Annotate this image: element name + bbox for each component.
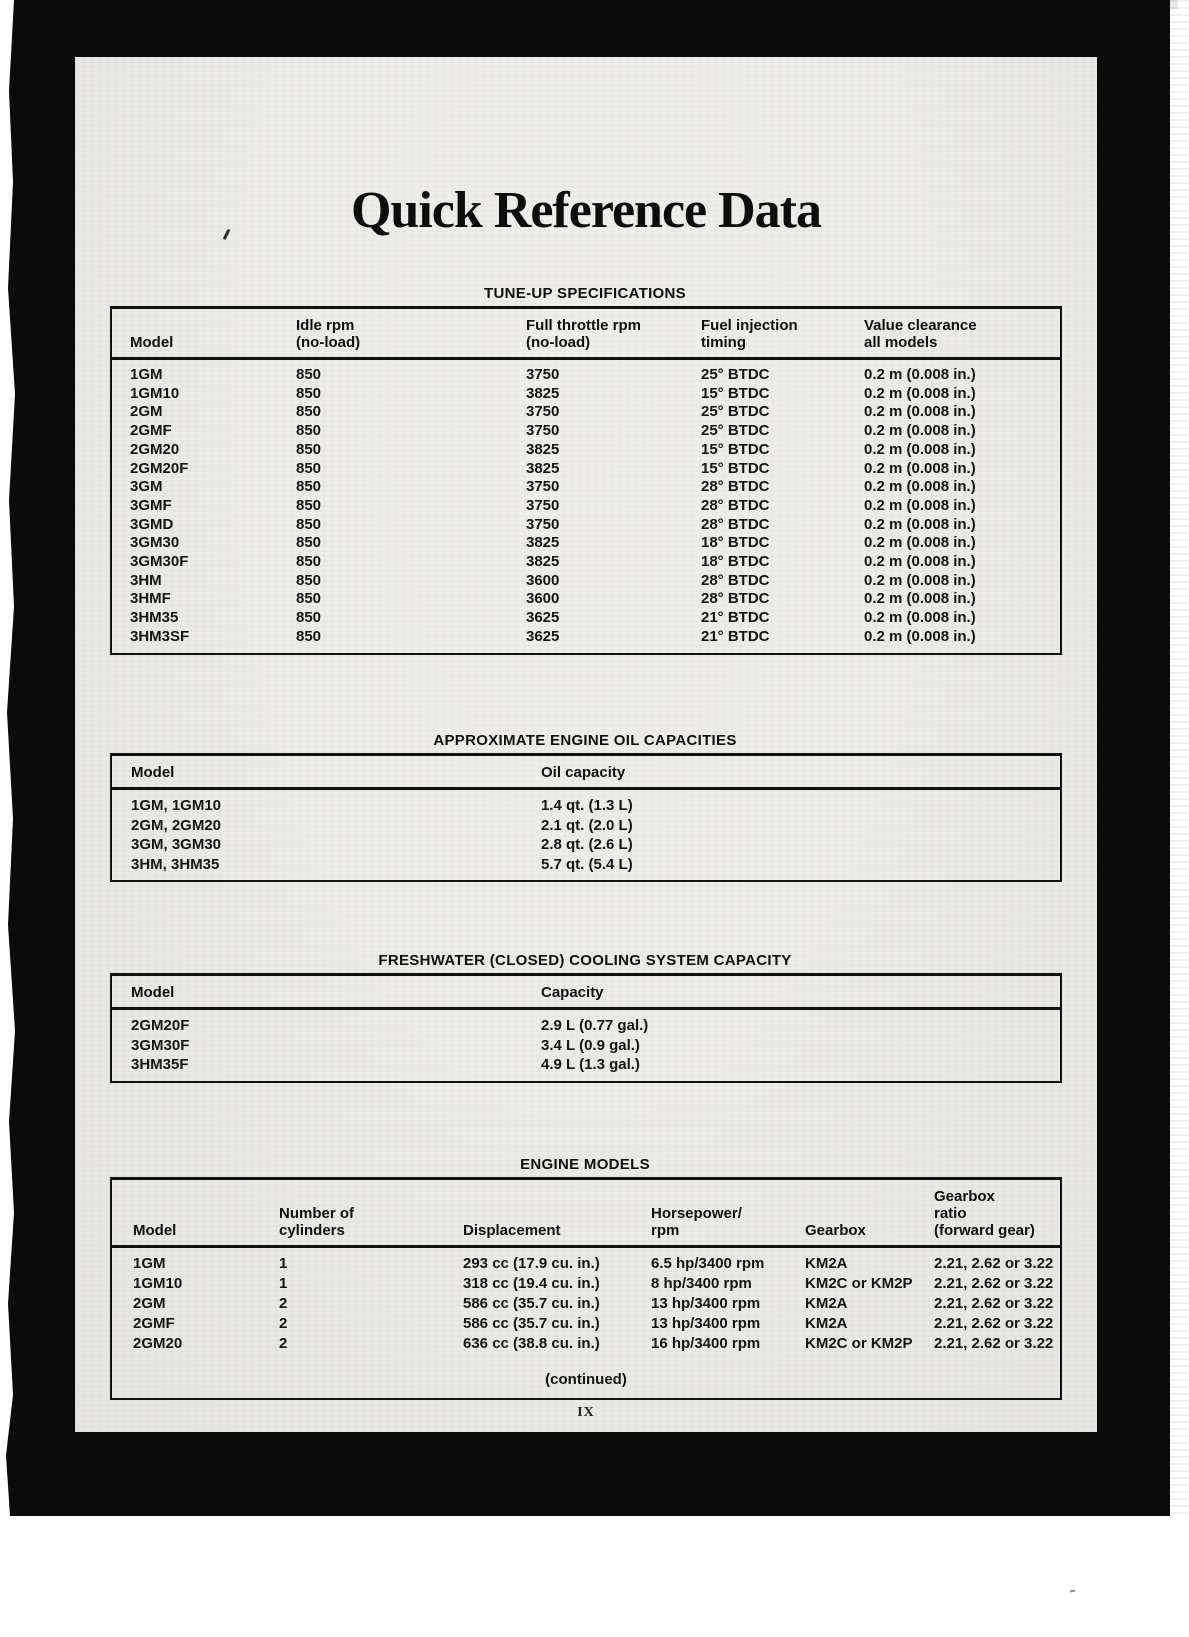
cell: 3825 — [526, 534, 560, 552]
cell: 3HM — [130, 571, 162, 589]
table-row — [111, 422, 1061, 441]
manual-page — [75, 57, 1097, 1432]
cell: 850 — [296, 496, 322, 514]
tune-up-specifications-table — [110, 306, 1062, 655]
column-header: Oil capacity — [541, 755, 1061, 789]
cell: 850 — [296, 384, 322, 402]
cell: 1GM — [130, 366, 163, 383]
cell: 15° BTDC — [701, 440, 770, 458]
cell: 0.2 m (0.008 in.) — [864, 609, 976, 627]
cell: 3750 — [526, 422, 560, 440]
cell: 3750 — [526, 515, 560, 533]
cell: KM2C or KM2P — [805, 1275, 913, 1292]
cell: 2GM20F — [131, 1017, 190, 1034]
cell: 28° BTDC — [701, 496, 770, 514]
table-row — [111, 441, 1061, 460]
cell: 13 hp/3400 rpm — [651, 1315, 761, 1332]
table-row — [111, 572, 1061, 591]
table-row — [111, 359, 1061, 385]
cell: 2 — [279, 1335, 288, 1352]
cell: 2GM — [133, 1295, 166, 1312]
cell: 6.5 hp/3400 rpm — [651, 1255, 765, 1272]
column-header: Number of cylinders — [279, 1179, 463, 1247]
table-row — [111, 1009, 1061, 1036]
cell: 0.2 m (0.008 in.) — [864, 422, 976, 440]
cell: 25° BTDC — [701, 366, 770, 383]
column-header: Model — [111, 755, 541, 789]
cell: 2GM20 — [130, 440, 180, 458]
cell: 3HMF — [130, 590, 171, 608]
cell: 3GM30 — [130, 534, 180, 552]
cell: 3GMF — [130, 496, 172, 514]
cell: 850 — [296, 553, 322, 571]
cell: 2.21, 2.62 or 3.22 — [934, 1315, 1054, 1332]
cell: 850 — [296, 515, 322, 533]
engine-models-table — [110, 1177, 1062, 1400]
table-row — [111, 816, 1061, 836]
cell: 0.2 m (0.008 in.) — [864, 590, 976, 608]
header-row — [111, 308, 1061, 359]
table-caption: APPROXIMATE ENGINE OIL CAPACITIES — [433, 732, 737, 749]
cell: 28° BTDC — [701, 515, 770, 533]
cell: 3.4 L (0.9 gal.) — [541, 1036, 640, 1054]
cell: 850 — [296, 609, 322, 627]
scan-edge-strip — [1170, 0, 1189, 1516]
column-header: Fuel injection timing — [701, 308, 864, 359]
cell: 3750 — [526, 478, 560, 496]
cell: 2GMF — [133, 1315, 175, 1332]
column-header: Horsepower/ rpm — [651, 1179, 805, 1247]
table-row — [111, 1036, 1061, 1056]
column-header: Model — [111, 1179, 279, 1247]
cell: 1GM, 1GM10 — [131, 797, 222, 814]
section-tune-up-specifications — [110, 286, 1060, 655]
cell: 3GM30F — [130, 553, 189, 571]
cell: 0.2 m (0.008 in.) — [864, 496, 976, 514]
cell: 2 — [279, 1315, 288, 1332]
cell: 18° BTDC — [701, 553, 770, 571]
column-header: Displacement — [463, 1179, 651, 1247]
scan-speck — [1070, 1590, 1075, 1593]
cell: 3625 — [526, 609, 560, 627]
cell: 3825 — [526, 440, 560, 458]
table-caption: ENGINE MODELS — [520, 1156, 650, 1173]
cell: 3625 — [526, 627, 560, 645]
cell: 1 — [279, 1275, 288, 1292]
cell: 0.2 m (0.008 in.) — [864, 384, 976, 402]
cell: 850 — [296, 459, 322, 477]
table-row — [111, 1294, 1061, 1314]
table-row — [111, 1274, 1061, 1294]
column-header: Model — [111, 308, 296, 359]
page-number: IX — [577, 1405, 595, 1420]
cell: 3GM, 3GM30 — [131, 836, 222, 853]
cell: 586 cc (35.7 cu. in.) — [463, 1295, 600, 1312]
cell: 3750 — [526, 496, 560, 514]
table-caption: TUNE-UP SPECIFICATIONS — [484, 285, 686, 302]
section-freshwater-cooling-capacity — [110, 953, 1060, 1083]
cell: 2.21, 2.62 or 3.22 — [934, 1255, 1054, 1272]
column-header: Capacity — [541, 975, 1061, 1009]
table-row — [111, 385, 1061, 404]
cell: 2.9 L (0.77 gal.) — [541, 1017, 649, 1034]
header-row — [111, 755, 1061, 789]
cell: 25° BTDC — [701, 403, 770, 421]
cell: 850 — [296, 534, 322, 552]
column-header: Gearbox — [805, 1179, 934, 1247]
cell: 18° BTDC — [701, 534, 770, 552]
table-row — [111, 460, 1061, 479]
table-row — [111, 628, 1061, 654]
cell: 2.21, 2.62 or 3.22 — [934, 1335, 1054, 1352]
table-row — [111, 403, 1061, 422]
continued-row — [111, 1354, 1061, 1399]
cell: 3GMD — [130, 515, 174, 533]
table-row — [111, 590, 1061, 609]
cell: 3600 — [526, 590, 560, 608]
cell: 586 cc (35.7 cu. in.) — [463, 1315, 600, 1332]
cell: 5.7 qt. (5.4 L) — [541, 855, 633, 873]
cell: 3750 — [526, 366, 560, 383]
cell: 3HM35F — [131, 1056, 189, 1073]
cell: 850 — [296, 627, 322, 645]
table-row — [111, 855, 1061, 882]
cell: 0.2 m (0.008 in.) — [864, 553, 976, 571]
cell: KM2A — [805, 1295, 848, 1312]
header-row — [111, 975, 1061, 1009]
table-caption: FRESHWATER (CLOSED) COOLING SYSTEM CAPACITY — [378, 952, 792, 969]
cell: 3825 — [526, 384, 560, 402]
table-row — [111, 789, 1061, 816]
engine-oil-capacities-table — [110, 753, 1062, 882]
column-header: Idle rpm (no-load) — [296, 308, 526, 359]
header-row — [111, 1179, 1061, 1247]
table-row — [111, 516, 1061, 535]
table-row — [111, 1334, 1061, 1354]
cell: 28° BTDC — [701, 590, 770, 608]
cell: 2GM — [130, 403, 163, 421]
cell: 2GMF — [130, 422, 172, 440]
cell: 3HM, 3HM35 — [131, 855, 220, 873]
cell: 13 hp/3400 rpm — [651, 1295, 761, 1312]
table-row — [111, 835, 1061, 855]
cell: 2.1 qt. (2.0 L) — [541, 816, 633, 834]
cell: KM2A — [805, 1255, 848, 1272]
cell: 0.2 m (0.008 in.) — [864, 403, 976, 421]
cell: 0.2 m (0.008 in.) — [864, 627, 976, 645]
table-row — [111, 553, 1061, 572]
cell: 3HM35 — [130, 609, 179, 627]
cell: 16 hp/3400 rpm — [651, 1335, 761, 1352]
cell: 850 — [296, 366, 322, 383]
cell: 3600 — [526, 571, 560, 589]
section-engine-oil-capacities — [110, 733, 1060, 882]
cell: KM2A — [805, 1315, 848, 1332]
table-row — [111, 534, 1061, 553]
cell: 8 hp/3400 rpm — [651, 1275, 752, 1292]
cell: 318 cc (19.4 cu. in.) — [463, 1275, 600, 1292]
cell: 3GM30F — [131, 1036, 190, 1054]
table-row — [111, 1055, 1061, 1082]
continued-label: (continued) — [545, 1371, 627, 1388]
cell: 0.2 m (0.008 in.) — [864, 366, 976, 383]
cell: 3825 — [526, 553, 560, 571]
cell: 0.2 m (0.008 in.) — [864, 459, 976, 477]
table-row — [111, 1314, 1061, 1334]
cell: 15° BTDC — [701, 459, 770, 477]
column-header: Gearbox ratio (forward gear) — [934, 1179, 1061, 1247]
cell: 1GM — [133, 1255, 166, 1272]
cell: 25° BTDC — [701, 422, 770, 440]
cell: 850 — [296, 440, 322, 458]
cell: 3GM — [130, 478, 163, 496]
table-row — [111, 609, 1061, 628]
table-row — [111, 497, 1061, 516]
table-row — [111, 478, 1061, 497]
cell: 0.2 m (0.008 in.) — [864, 440, 976, 458]
cell: 3750 — [526, 403, 560, 421]
cell: 2.8 qt. (2.6 L) — [541, 836, 633, 853]
cell: 4.9 L (1.3 gal.) — [541, 1056, 640, 1073]
cell: 2GM, 2GM20 — [131, 816, 222, 834]
column-header: Full throttle rpm (no-load) — [526, 308, 701, 359]
cell: 2.21, 2.62 or 3.22 — [934, 1295, 1054, 1312]
cell: 2.21, 2.62 or 3.22 — [934, 1275, 1054, 1292]
cell: 1GM10 — [130, 384, 180, 402]
cell: 0.2 m (0.008 in.) — [864, 571, 976, 589]
cell: 3825 — [526, 459, 560, 477]
cell: 21° BTDC — [701, 627, 770, 645]
cell: 21° BTDC — [701, 609, 770, 627]
cell: 636 cc (38.8 cu. in.) — [463, 1335, 600, 1352]
cell: 0.2 m (0.008 in.) — [864, 478, 976, 496]
cell: 2GM20 — [133, 1335, 183, 1352]
column-header: Value clearance all models — [864, 308, 1061, 359]
column-header: Model — [111, 975, 541, 1009]
cell: 0.2 m (0.008 in.) — [864, 515, 976, 533]
cell: 15° BTDC — [701, 384, 770, 402]
section-engine-models — [110, 1157, 1060, 1400]
cell: 850 — [296, 590, 322, 608]
cell: 1.4 qt. (1.3 L) — [541, 797, 633, 814]
cell: 850 — [296, 478, 322, 496]
cell: 1GM10 — [133, 1275, 183, 1292]
cell: 2GM20F — [130, 459, 189, 477]
cell: 2 — [279, 1295, 288, 1312]
table-row — [111, 1247, 1061, 1275]
cell: KM2C or KM2P — [805, 1335, 913, 1352]
page-title: Quick Reference Data — [350, 182, 821, 239]
cell: 3HM3SF — [130, 627, 190, 645]
cell: 1 — [279, 1255, 288, 1272]
cell: 28° BTDC — [701, 571, 770, 589]
cell: 0.2 m (0.008 in.) — [864, 534, 976, 552]
cell: 293 cc (17.9 cu. in.) — [463, 1255, 600, 1272]
cell: 28° BTDC — [701, 478, 770, 496]
cell: 850 — [296, 571, 322, 589]
cell: 850 — [296, 403, 322, 421]
freshwater-cooling-capacity-table — [110, 973, 1062, 1083]
cell: 850 — [296, 422, 322, 440]
